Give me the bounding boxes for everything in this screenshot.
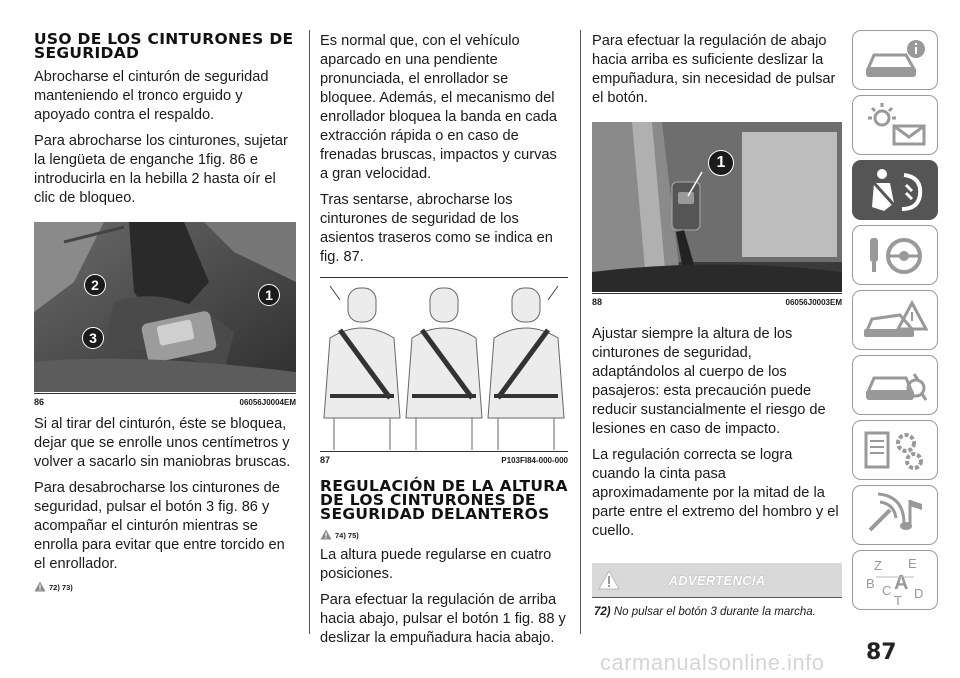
tab-technical-data[interactable] xyxy=(852,420,938,480)
figure-87 xyxy=(320,277,568,465)
index-letter: E xyxy=(908,556,917,571)
index-letter: T xyxy=(894,593,902,605)
paragraph: La regulación correcta se logra cuando la cinta pasa aproximadamente por la mitad de la parte entre el extremo del hombro y el cuello. xyxy=(592,447,839,539)
gears-icon xyxy=(860,425,930,475)
index-letter: D xyxy=(914,586,924,601)
index-letter: A xyxy=(894,572,909,594)
warning-triangle-icon xyxy=(34,581,46,592)
paragraph: Para efectuar la regulación de arriba hacia abajo, pulsar el botón 1 fig. 88 y deslizar la empuñadura hacia abajo. xyxy=(320,592,566,646)
figure-code: 06056J0004EM xyxy=(239,398,296,407)
warning-title: ADVERTENCIA xyxy=(668,572,766,588)
warning-box xyxy=(592,563,842,623)
maintenance-car-icon xyxy=(860,360,930,410)
seatbelt-buckle-illustration xyxy=(34,222,296,392)
tab-multimedia[interactable] xyxy=(852,485,938,545)
warning-triangle-icon xyxy=(598,570,620,590)
section-title-regulacion-altura: REGULACIÓN DE LA ALTURA DE LOS CINTURONES DE SEGURIDAD DELANTEROS xyxy=(320,477,568,523)
column-2 xyxy=(320,32,568,655)
watermark: carmanualsonline.info xyxy=(600,650,825,675)
figure-86 xyxy=(34,222,296,407)
warning-header xyxy=(592,563,842,597)
paragraph: Para efectuar la regulación de abajo hacia arriba es suficiente deslizar la empuñadura, sin necesidad de pulsar el botón. xyxy=(592,33,836,106)
multimedia-icon xyxy=(860,490,930,540)
reference-numbers: 74) 75) xyxy=(335,531,359,540)
warning-body xyxy=(592,597,842,623)
warning-number: 72) xyxy=(594,606,611,618)
page-number: 87 xyxy=(866,640,897,665)
column-1 xyxy=(34,32,296,598)
figure-number: 88 xyxy=(592,297,603,307)
emergency-car-icon xyxy=(860,295,930,345)
belt-height-adjuster-illustration xyxy=(592,122,842,292)
tab-maintenance[interactable] xyxy=(852,355,938,415)
warning-reference xyxy=(34,581,296,592)
tab-seatbelt-airbag[interactable] xyxy=(852,160,938,220)
paragraph: Para abrocharse los cinturones, sujetar la lengüeta de enganche 1fig. 86 e introducirla en la hebilla 2 hasta oír el clic de bloqueo. xyxy=(34,133,288,206)
paragraph: Ajustar siempre la altura de los cinturones de seguridad, adaptándolos al cuerpo de los pasajeros: esta precaución puede reducir sustancialmente el riesgo de lesiones en caso de impacto. xyxy=(592,326,826,437)
paragraph: Es normal que, con el vehículo aparcado en una pendiente pronunciada, el enrollador se bloquee. Además, el mecanismo del enrollador bloquea la banda en cada extracción rápida o en caso de frenadas bruscas, impactos y curvas a gran velocidad. xyxy=(320,33,557,182)
figure-code: 06056J0003EM xyxy=(785,298,842,307)
figure-86-image xyxy=(34,222,296,392)
paragraph: La altura puede regularse en cuatro posiciones. xyxy=(320,547,552,582)
paragraph: Abrocharse el cinturón de seguridad manteniendo el tronco erguido y apoyado contra el respaldo. xyxy=(34,69,269,123)
paragraph: Para desabrocharse los cinturones de seguridad, pulsar el botón 3 fig. 86 y acompañar el cinturón mientras se enrolla para evitar que entre torcido en el enrollador. xyxy=(34,480,285,572)
warning-reference xyxy=(320,529,568,540)
car-info-icon xyxy=(860,35,930,85)
tab-car-info[interactable] xyxy=(852,30,938,90)
figure-code: P103FI84-000-000 xyxy=(501,456,568,465)
rear-seats-passengers-illustration xyxy=(320,278,568,450)
figure-88 xyxy=(592,122,842,307)
warning-lights-icon xyxy=(860,100,930,150)
figure-87-image xyxy=(320,278,568,450)
callout-1: 1 xyxy=(258,284,280,306)
column-3 xyxy=(592,32,842,623)
callout-3: 3 xyxy=(82,327,104,349)
figure-caption xyxy=(34,393,296,407)
index-letter: B xyxy=(866,576,875,591)
figure-number: 87 xyxy=(320,455,331,465)
callout-2: 2 xyxy=(84,274,106,296)
seatbelt-airbag-icon xyxy=(860,165,930,215)
warning-text: No pulsar el botón 3 durante la marcha. xyxy=(613,606,816,618)
key-steering-icon xyxy=(860,230,930,280)
figure-caption xyxy=(320,451,568,465)
tab-key-steering[interactable] xyxy=(852,225,938,285)
column-divider xyxy=(580,30,581,634)
chapter-tabs-sidebar xyxy=(852,30,942,615)
paragraph: Si al tirar del cinturón, éste se bloquea, dejar que se enrolle unos centímetros y volver a sacarlo sin maniobras bruscas. xyxy=(34,416,291,470)
figure-caption xyxy=(592,293,842,307)
column-divider xyxy=(309,30,310,634)
callout-1: 1 xyxy=(708,150,734,176)
index-letters-icon xyxy=(860,555,930,605)
paragraph: Tras sentarse, abrocharse los cinturones de seguridad de los asientos traseros como se indica en fig. 87. xyxy=(320,192,553,265)
warning-triangle-icon xyxy=(320,529,332,540)
index-letter: C xyxy=(882,583,892,598)
section-title-uso-cinturones: USO DE LOS CINTURONES DE SEGURIDAD xyxy=(34,30,294,62)
figure-88-image xyxy=(592,122,842,292)
tab-index[interactable] xyxy=(852,550,938,610)
tab-emergency[interactable] xyxy=(852,290,938,350)
tab-warning-lights[interactable] xyxy=(852,95,938,155)
figure-number: 86 xyxy=(34,397,45,407)
index-letter: Z xyxy=(874,558,882,573)
reference-numbers: 72) 73) xyxy=(49,583,73,592)
